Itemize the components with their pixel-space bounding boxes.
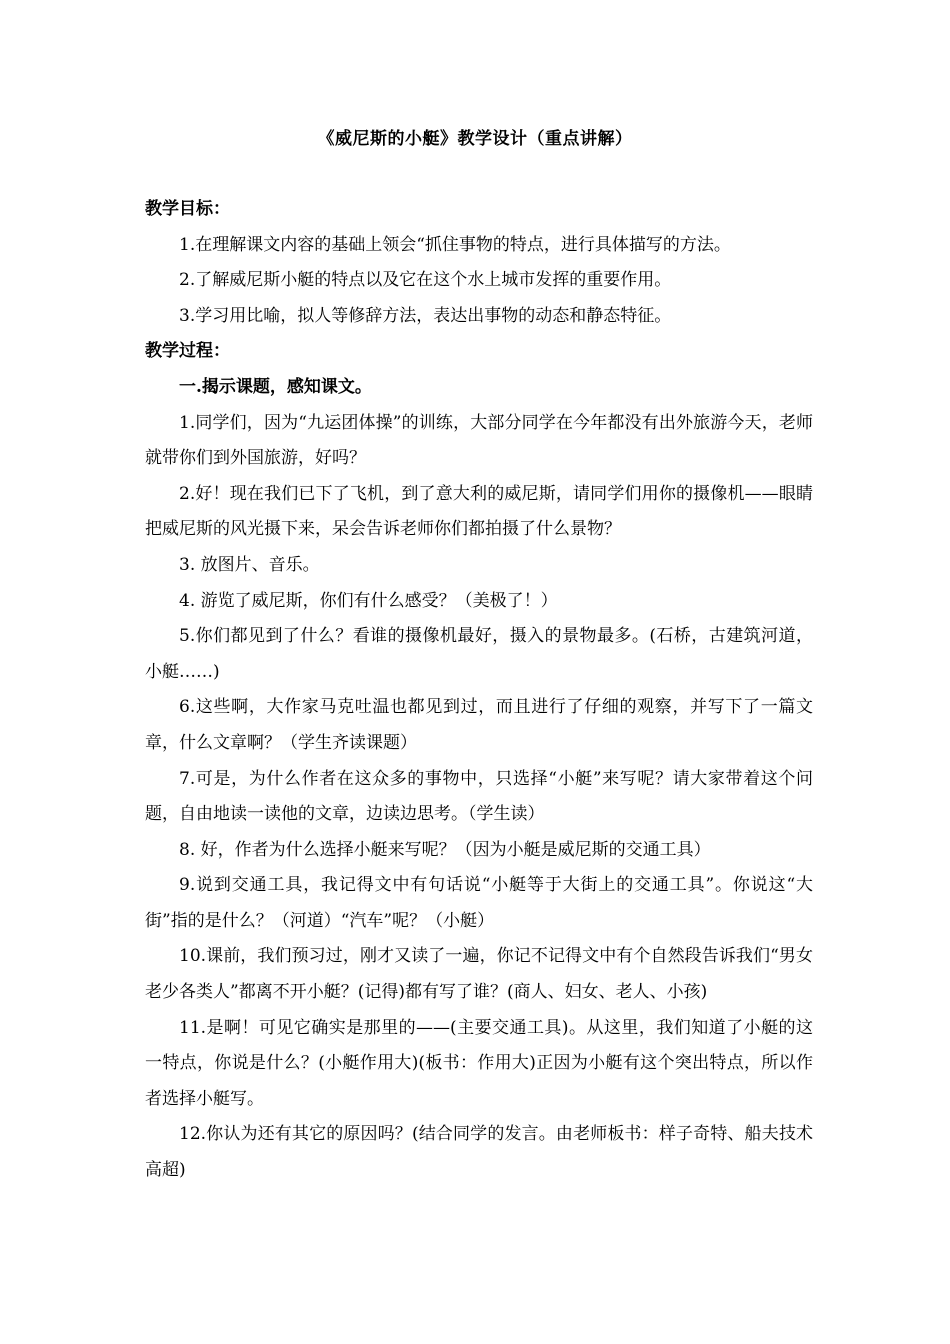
goals-heading: 教学目标：	[145, 199, 230, 219]
step-paragraph: 7.可是，为什么作者在这众多的事物中，只选择“小艇”来写呢？请大家带着这个问题，自由地读一读他的文章，边读边思考。（学生读）	[145, 768, 813, 825]
step-paragraph: 8. 好，作者为什么选择小艇来写呢？（因为小艇是威尼斯的交通工具）	[179, 839, 711, 860]
step-paragraph: 5.你们都见到了什么？看谁的摄像机最好，摄入的景物最多。(石桥，古建筑河道，小艇……)	[145, 626, 813, 682]
step-paragraph: 11.是啊！可见它确实是那里的——(主要交通工具)。从这里，我们知道了小艇的这一特点，你说是什么？(小艇作用大)(板书：作用大)正因为小艇有这个突出特点，所以作者选择小艇写。	[145, 1017, 813, 1109]
step-paragraph: 4. 游览了威尼斯，你们有什么感受？（美极了！）	[179, 590, 558, 611]
step-paragraph: 3. 放图片、音乐。	[179, 554, 320, 575]
step-paragraph: 10.课前，我们预习过，刚才又读了一遍，你记不记得文中有个自然段告诉我们“男女老少各类人”都离不开小艇？(记得)都有写了谁？(商人、妇女、老人、小孩)	[145, 946, 813, 1003]
page-title: 《威尼斯的小艇》教学设计（重点讲解）	[317, 129, 633, 149]
goal-item: 1.在理解课文内容的基础上领会“抓住事物的特点，进行具体描写的方法。	[179, 234, 731, 255]
document-body	[145, 192, 813, 1189]
step-paragraph: 12.你认为还有其它的原因吗？(结合同学的发言。由老师板书：样子奇特、船夫技术高超)	[145, 1124, 813, 1181]
step-paragraph: 1.同学们，因为“九运团体操”的训练，大部分同学在今年都没有出外旅游今天，老师就带你们到外国旅游，好吗？	[145, 412, 813, 469]
step-paragraph: 6.这些啊，大作家马克吐温也都见到过，而且进行了仔细的观察，并写下了一篇文章，什么文章啊？（学生齐读课题）	[145, 697, 813, 753]
step-paragraph: 2.好！现在我们已下了飞机，到了意大利的威尼斯，请同学们用你的摄像机——眼睛把威尼斯的风光摄下来，呆会告诉老师你们都拍摄了什么景物？	[145, 483, 813, 540]
goal-item: 2.了解威尼斯小艇的特点以及它在这个水上城市发挥的重要作用。	[179, 270, 672, 291]
section-heading: 一.揭示课题，感知课文。	[179, 376, 372, 397]
process-heading: 教学过程：	[145, 341, 230, 362]
step-paragraph: 9.说到交通工具，我记得文中有句话说“小艇等于大街上的交通工具”。你说这“大街”指的是什么？（河道）“汽车”呢？（小艇）	[145, 875, 813, 931]
goal-item: 3.学习用比喻，拟人等修辞方法，表达出事物的动态和静态特征。	[179, 305, 672, 326]
